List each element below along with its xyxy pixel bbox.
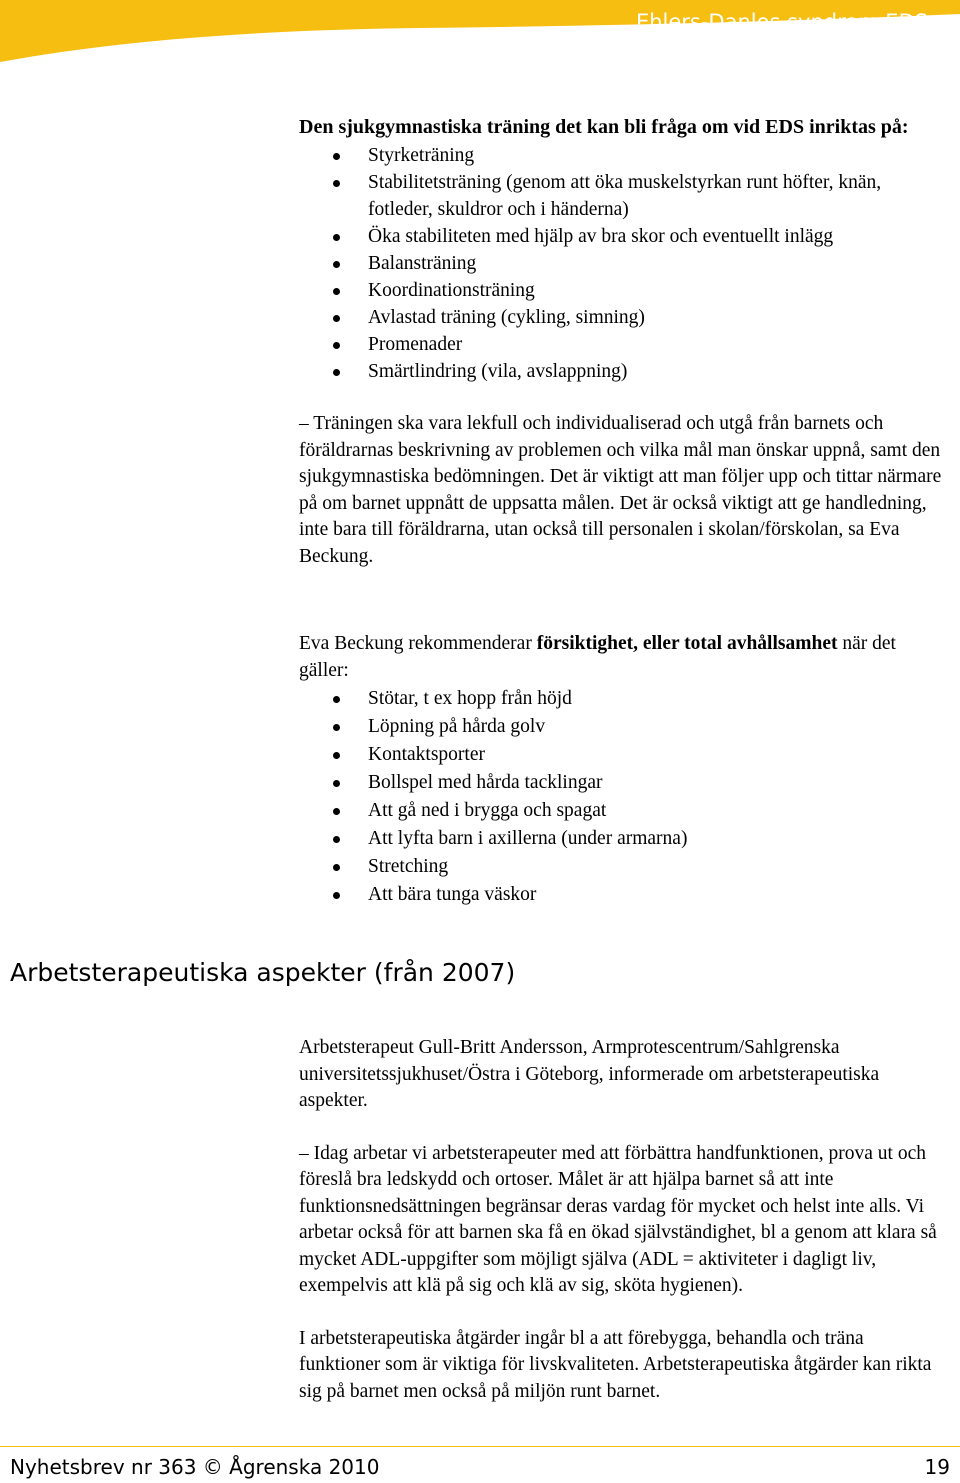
- list-item: Stötar, t ex hopp från höjd: [299, 685, 947, 713]
- ot-quote: – Idag arbetar vi arbetsterapeuter med att förbättra handfunktionen, prova ut och föreslå bra ledskydd och ortoser. Målet är att hjälpa barnet så att inte funktionsnedsättningen begränsar deras vardag för mycket och helst inte alls. Vi arbetar också för att barnen ska få en ökad självständighet, bl a genom att klara så mycket ADL-uppgifter som möjligt själva (ADL = aktiviteter i dagligt liv, exempelvis att klä på sig och klä av sig, sköta hygienen).: [299, 1142, 937, 1296]
- list-item: Stretching: [299, 853, 947, 881]
- list-item: Öka stabiliteten med hjälp av bra skor och eventuellt inlägg: [299, 223, 947, 250]
- ot-intro: Arbetsterapeut Gull-Britt Andersson, Armprotescentrum/Sahlgrenska universitetssjukhuset/Östra i Göteborg, informerade om arbetsterapeutiska aspekter.: [299, 1037, 880, 1111]
- caution-intro-end: när det gäller:: [299, 633, 896, 681]
- list-item: Kontaktsporter: [299, 741, 947, 769]
- list-item: Löpning på hårda golv: [299, 713, 947, 741]
- caution-list: [299, 685, 947, 909]
- list-item: Att gå ned i brygga och spagat: [299, 797, 947, 825]
- physio-section: [299, 114, 947, 570]
- list-item: Smärtlindring (vila, avslappning): [299, 358, 947, 385]
- list-item: Koordinationsträning: [299, 277, 947, 304]
- list-item: Stabilitetsträning (genom att öka muskelstyrkan runt höfter, knän, fotleder, skuldror och i händerna): [299, 169, 947, 223]
- physio-quote: – Träningen ska vara lekfull och individualiserad och utgå från barnets och föräldrarnas beskrivning av problemen och vilka mål man önskar uppnå, samt den sjukgymnastiska bedömningen. Det är viktigt att man följer upp och tittar närmare på om barnet uppnått de uppsatta målen. Det är också viktigt att ge handledning, inte bara till föräldrarna, utan också till personalen i skolan/förskolan, sa Eva Beckung.: [299, 413, 942, 567]
- ot-section: [299, 1035, 947, 1405]
- ot-closing: I arbetsterapeutiska åtgärder ingår bl a att förebygga, behandla och träna funktioner som är viktiga för livskvaliteten. Arbetsterapeutiska åtgärder kan rikta sig på barnet men också på miljön runt barnet.: [299, 1327, 932, 1402]
- list-item: Balansträning: [299, 250, 947, 277]
- footer-rule: [0, 1446, 960, 1447]
- caution-intro-plain: Eva Beckung rekommenderar: [299, 633, 537, 654]
- list-item: Styrketräning: [299, 142, 947, 169]
- header-band: [0, 0, 960, 80]
- list-item: Avlastad träning (cykling, simning): [299, 304, 947, 331]
- section-heading: Arbetsterapeutiska aspekter (från 2007): [10, 958, 516, 987]
- list-item: Att bära tunga väskor: [299, 881, 947, 909]
- list-item: Promenader: [299, 331, 947, 358]
- caution-intro: [299, 630, 947, 684]
- list-item: Bollspel med hårda tacklingar: [299, 769, 947, 797]
- caution-section: [299, 630, 947, 909]
- list-item: Att lyfta barn i axillerna (under armarna): [299, 825, 947, 853]
- caution-intro-bold: försiktighet, eller total avhållsamhet: [536, 633, 838, 654]
- physio-list: [299, 142, 947, 385]
- page-number: 19: [924, 1455, 950, 1479]
- header-title: Ehlers-Danlos syndrom EDS: [635, 10, 928, 34]
- physio-heading: Den sjukgymnastiska träning det kan bli fråga om vid EDS inriktas på:: [299, 116, 909, 138]
- footer-credit: Nyhetsbrev nr 363 © Ågrenska 2010: [10, 1455, 380, 1479]
